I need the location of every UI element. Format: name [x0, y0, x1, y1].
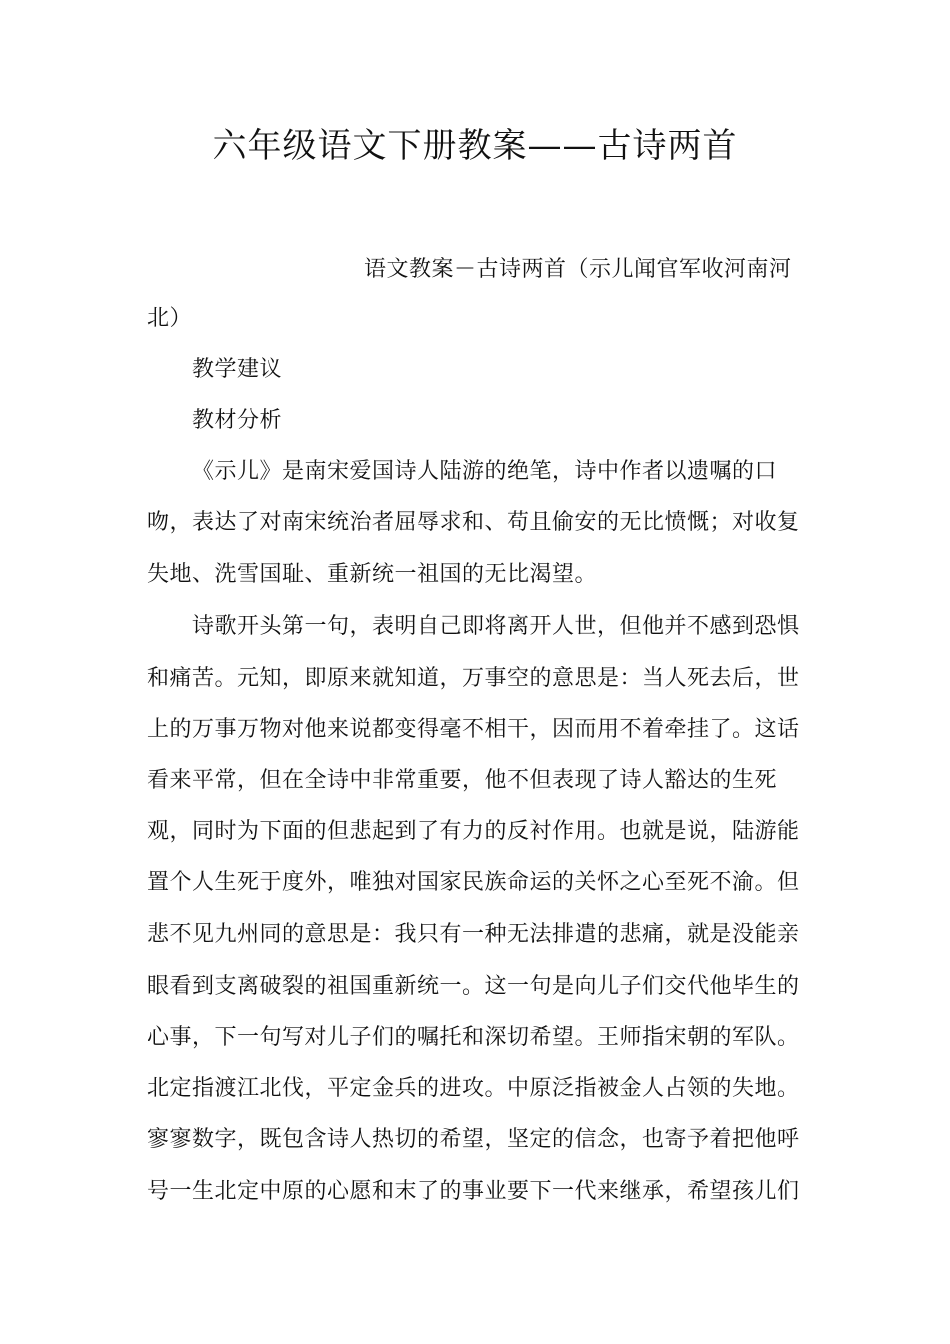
paragraph-line: 眼看到支离破裂的祖国重新统一。这一句是向儿子们交代他毕生的	[147, 974, 800, 999]
paragraph-line: 号一生北定中原的心愿和末了的事业要下一代来继承，希望孩儿们	[147, 1179, 800, 1204]
paragraph-line: 心事，下一句写对儿子们的嘱托和深切希望。王师指宋朝的军队。	[147, 1025, 800, 1050]
paragraph-line: 寥寥数字，既包含诗人热切的希望，坚定的信念，也寄予着把他呼	[147, 1127, 800, 1152]
paragraph-line: 和痛苦。元知，即原来就知道，万事空的意思是：当人死去后，世	[147, 666, 800, 691]
section-heading-material-analysis: 教材分析	[192, 408, 283, 433]
section-heading-teaching-suggestions: 教学建议	[192, 357, 283, 382]
paragraph-line: 《示儿》是南宋爱国诗人陆游的绝笔，诗中作者以遗嘱的口	[192, 459, 778, 484]
paragraph-line: 置个人生死于度外，唯独对国家民族命运的关怀之心至死不渝。但	[147, 870, 800, 895]
document-title: 六年级语文下册教案——古诗两首	[212, 126, 738, 166]
subtitle-line-1: 语文教案－古诗两首（示儿闻官军收河南河	[364, 257, 792, 282]
paragraph-line: 吻，表达了对南宋统治者屈辱求和、苟且偷安的无比愤慨；对收复	[147, 510, 800, 535]
subtitle-line-2: 北）	[147, 306, 193, 331]
paragraph-line: 看来平常，但在全诗中非常重要，他不但表现了诗人豁达的生死	[147, 768, 778, 793]
paragraph-line: 观，同时为下面的但悲起到了有力的反衬作用。也就是说，陆游能	[147, 819, 800, 844]
paragraph-line: 失地、洗雪国耻、重新统一祖国的无比渴望。	[147, 562, 598, 587]
paragraph-line: 北定指渡江北伐，平定金兵的进攻。中原泛指被金人占领的失地。	[147, 1076, 800, 1101]
paragraph-line: 诗歌开头第一句，表明自己即将离开人世，但他并不感到恐惧	[192, 614, 800, 639]
paragraph-line: 上的万事万物对他来说都变得毫不相干，因而用不着牵挂了。这话	[147, 717, 800, 742]
paragraph-line: 悲不见九州同的意思是：我只有一种无法排遣的悲痛，就是没能亲	[147, 922, 800, 947]
